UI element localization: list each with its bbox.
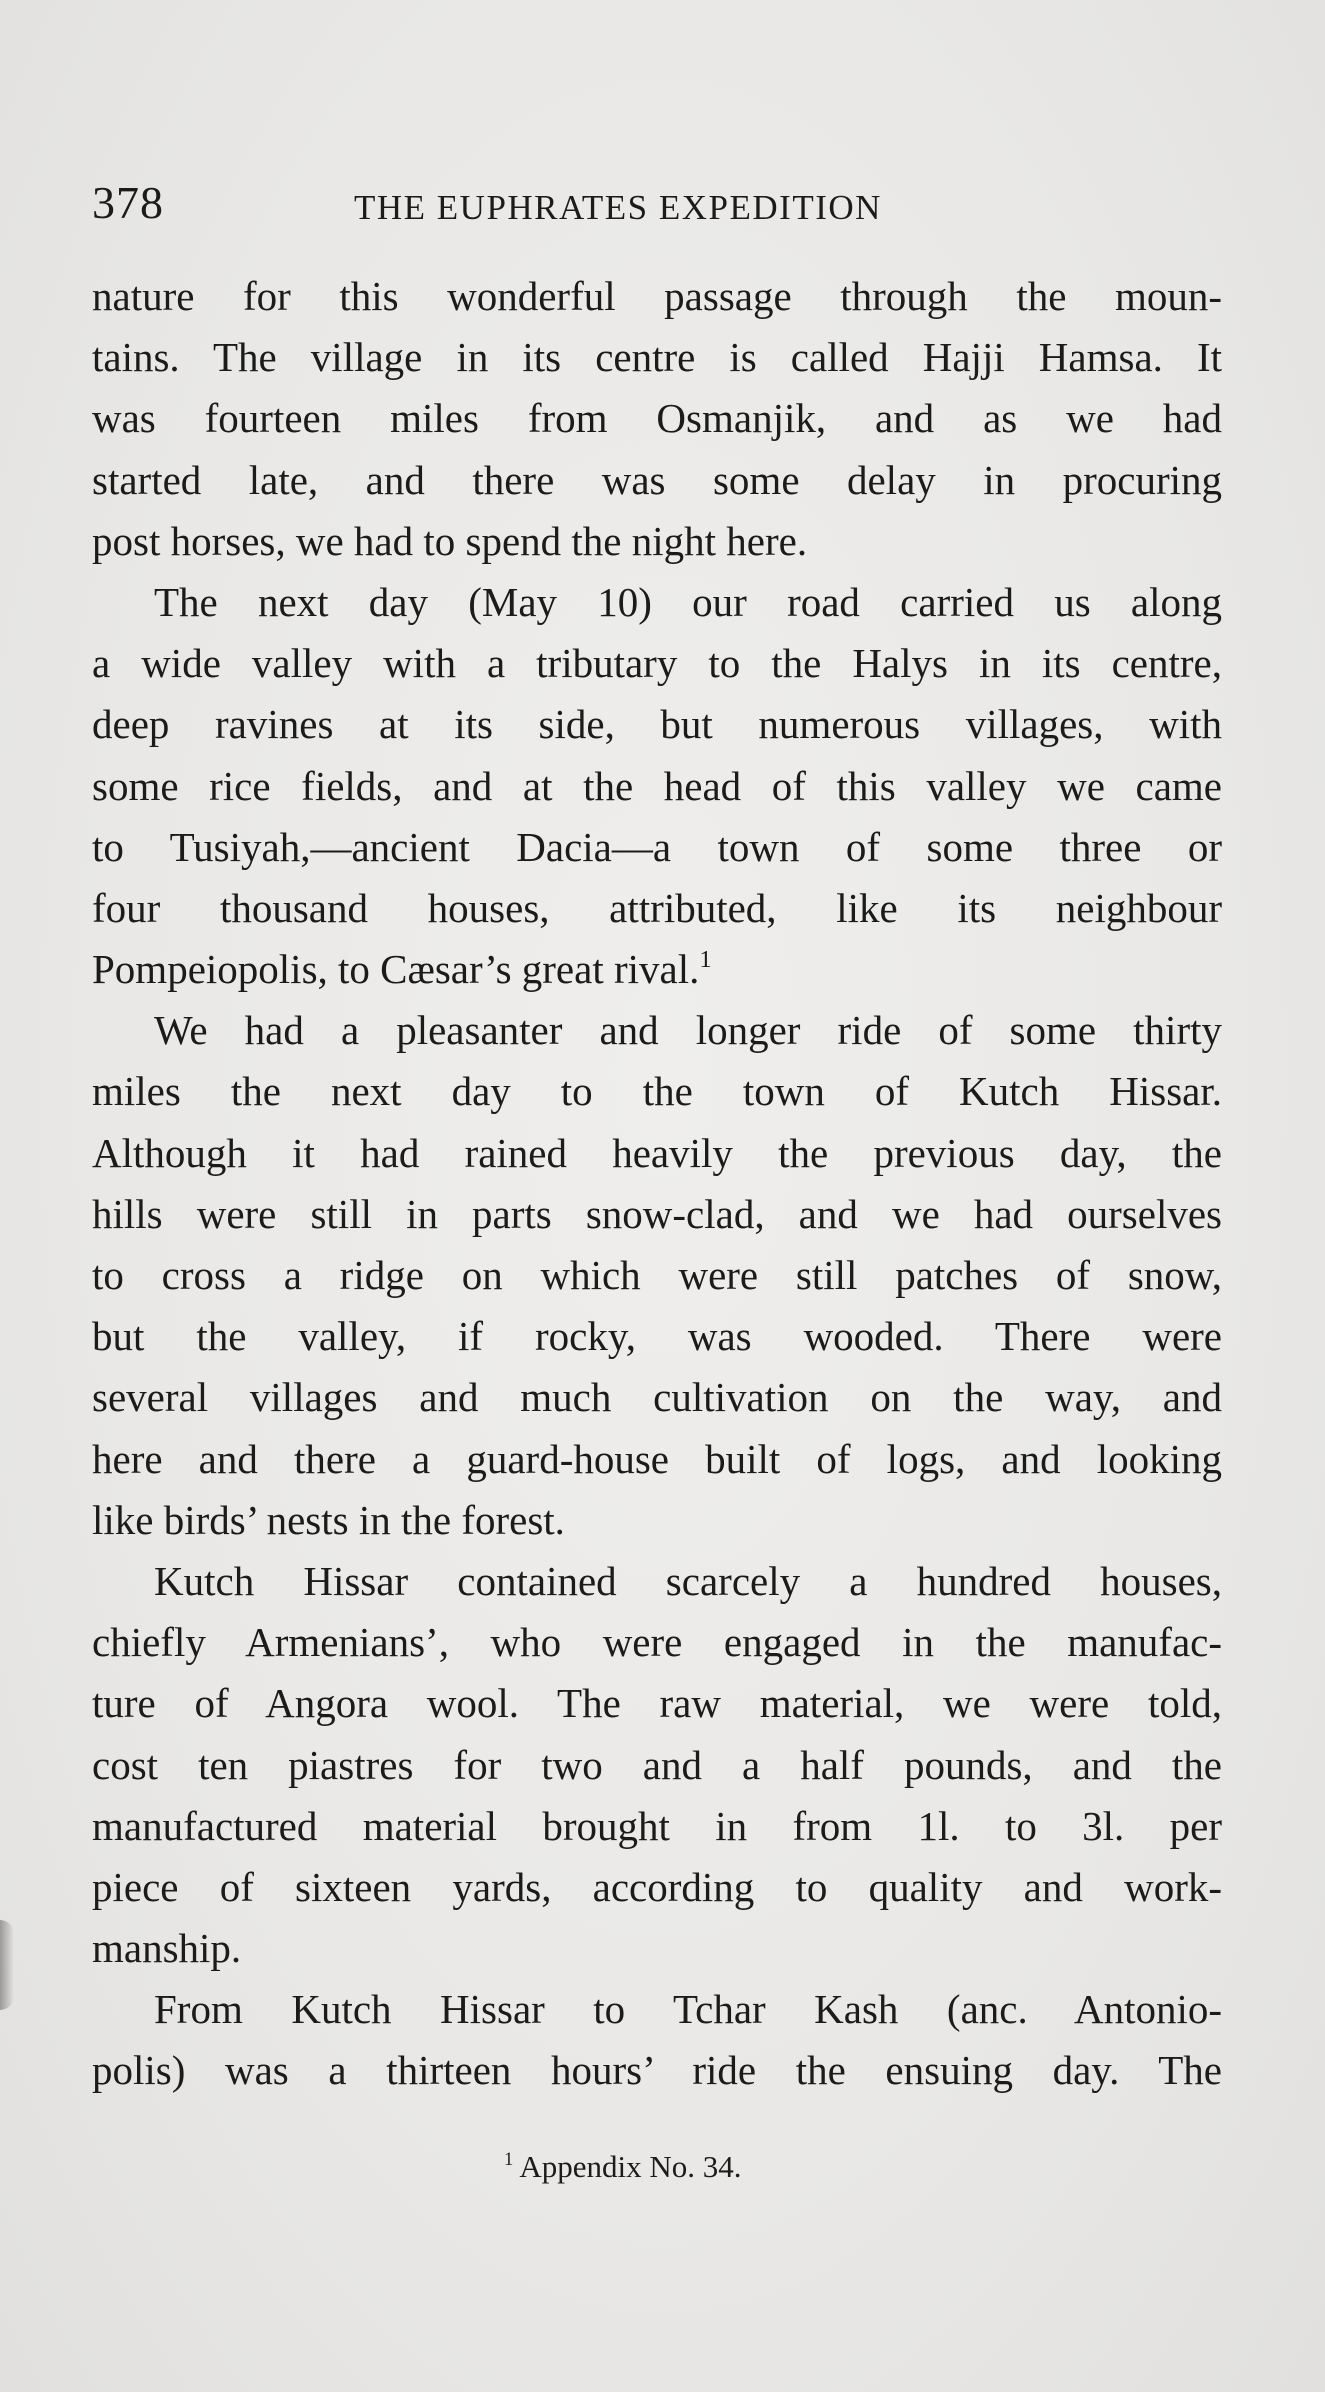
body-text — [92, 266, 1222, 2102]
text-line: manufactured material brought in from 1l. to 3l. per — [92, 1802, 1222, 1849]
text-line: polis) was a thirteen hours’ ride the ensuing day. The — [92, 2047, 1222, 2094]
text-line: here and there a guard-house built of logs, and looking — [92, 1435, 1222, 1482]
text-line: cost ten piastres for two and a half pounds, and the — [92, 1741, 1222, 1788]
text-line: Kutch Hissar contained scarcely a hundred houses, — [154, 1557, 1222, 1604]
footnote-marker: 1 — [504, 2148, 514, 2170]
text-line: was fourteen miles from Osmanjik, and as we had — [92, 395, 1222, 442]
text-line: The next day (May 10) our road carried us along — [154, 578, 1222, 625]
text-line: miles the next day to the town of Kutch Hissar. — [92, 1068, 1222, 1115]
text-line: hills were still in parts snow-clad, and we had ourselves — [92, 1190, 1222, 1237]
text-line: tains. The village in its centre is called Hajji Hamsa. It — [92, 334, 1222, 381]
text-line: Pompeiopolis, to Cæsar’s great rival. — [92, 946, 700, 993]
footnote — [504, 2149, 742, 2185]
footnote-text: Appendix No. 34. — [519, 2149, 742, 2184]
page-edge-shadow — [0, 1920, 14, 2010]
text-line: four thousand houses, attributed, like its neighbour — [92, 884, 1222, 931]
text-line: to Tusiyah,—ancient Dacia—a town of some three or — [92, 823, 1222, 870]
text-line: Although it had rained heavily the previous day, the — [92, 1129, 1222, 1176]
page-number: 378 — [92, 177, 164, 228]
text-line: post horses, we had to spend the night here. — [92, 517, 808, 564]
text-line: ture of Angora wool. The raw material, we were told, — [92, 1680, 1222, 1727]
text-line-with-footnote-ref — [92, 939, 1222, 1000]
text-line: but the valley, if rocky, was wooded. There were — [92, 1313, 1222, 1360]
text-line: a wide valley with a tributary to the Halys in its centre, — [92, 640, 1222, 687]
text-line: manship. — [92, 1925, 242, 1972]
running-head: THE EUPHRATES EXPEDITION — [354, 188, 882, 227]
text-line: some rice fields, and at the head of this valley we came — [92, 762, 1222, 809]
text-line: We had a pleasanter and longer ride of some thirty — [154, 1007, 1222, 1054]
text-line: like birds’ nests in the forest. — [92, 1496, 565, 1543]
text-line: several villages and much cultivation on the way, and — [92, 1374, 1222, 1421]
footnote-reference: 1 — [699, 946, 712, 974]
text-line: deep ravines at its side, but numerous villages, with — [92, 701, 1222, 748]
text-line: chiefly Armenians’, who were engaged in the manufac- — [92, 1619, 1222, 1666]
text-line: piece of sixteen yards, according to quality and work- — [92, 1863, 1222, 1910]
text-line: From Kutch Hissar to Tchar Kash (anc. Antonio- — [154, 1986, 1222, 2033]
text-line: to cross a ridge on which were still patches of snow, — [92, 1252, 1222, 1298]
text-line: nature for this wonderful passage through the moun- — [92, 273, 1222, 319]
text-line: started late, and there was some delay in procuring — [92, 456, 1222, 503]
page-header — [92, 176, 1222, 236]
